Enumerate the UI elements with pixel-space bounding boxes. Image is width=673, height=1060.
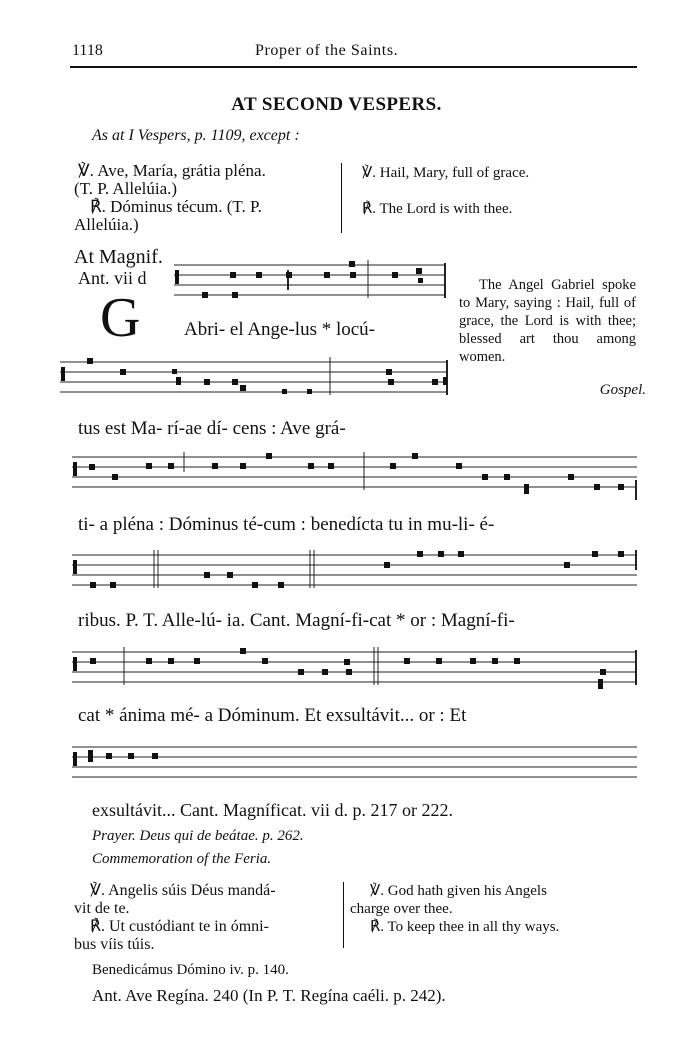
chant-staff-5 <box>72 645 637 697</box>
initial-letter: G <box>100 287 141 349</box>
chant-staff-1 <box>174 258 446 308</box>
header-rule <box>70 66 637 68</box>
versicle2-english-1: ℣. God hath given his Angels <box>370 883 547 899</box>
versicle1-latin-3: ℟. Dóminus técum. (T. P. <box>90 197 262 216</box>
benedicamus-rubric: Benedicámus Dómino iv. p. 140. <box>92 962 289 978</box>
prayer-rubric: Prayer. Deus qui de beátae. p. 262. <box>92 828 304 844</box>
versicle2-english-2: charge over thee. <box>350 901 453 917</box>
versicle2-latin-2: vit de te. <box>74 900 130 917</box>
versicle2-latin-3: ℟. Ut custódiant te in ómni- <box>90 918 269 935</box>
antiphon-label-mode: Ant. vii d <box>78 268 147 288</box>
versicle2-latin-1: ℣. Angelis súis Déus mandá- <box>90 882 276 899</box>
chant-staff-4 <box>72 548 637 598</box>
intro-rubric: As at I Vespers, p. 1109, except : <box>92 127 300 144</box>
lyric-line-4: ribus. P. T. Alle-lú- ia. Cant. Magní-fi-cat * or : Magní-fi- <box>78 610 515 631</box>
page-number: 1118 <box>72 42 103 59</box>
chant-staff-2 <box>60 355 448 405</box>
versicle2-divider <box>343 882 344 948</box>
section-title: AT SECOND VESPERS. <box>231 94 442 115</box>
chant-staff-3 <box>72 450 637 502</box>
versicle2-english-3: ℟. To keep thee in all thy ways. <box>370 919 560 935</box>
lyric-line-5: cat * ánima mé- a Dóminum. Et exsultávit... or : Et <box>78 705 467 726</box>
versicle1-latin-1: ℣. Ave, María, grátia pléna. <box>78 161 266 180</box>
lyric-line-3: ti- a pléna : Dóminus té-cum : benedícta tu in mu-li- é- <box>78 514 495 535</box>
versicle2-latin-4: bus víis túis. <box>74 936 155 953</box>
versicle1-latin-2: (T. P. Allelúia.) <box>74 179 178 198</box>
running-title: Proper of the Saints. <box>255 42 399 59</box>
antiphon-label-magnif: At Magnif. <box>74 246 163 268</box>
lyric-line-6: exsultávit... Cant. Magníficat. vii d. p. 217 or 222. <box>92 800 453 820</box>
versicle1-english-1: ℣. Hail, Mary, full of grace. <box>362 165 530 181</box>
versicle1-latin-4: Allelúia.) <box>74 215 139 234</box>
versicle1-english-2: ℟. The Lord is with thee. <box>362 201 513 217</box>
lyric-line-2: tus est Ma- rí-ae dí- cens : Ave grá- <box>78 418 346 439</box>
commemoration-rubric: Commemoration of the Feria. <box>92 851 272 867</box>
chant-staff-6 <box>72 740 637 784</box>
translation-source: Gospel. <box>599 382 646 398</box>
antiphon-translation: The Angel Gabriel spoke to Mary, saying : Hail, full of grace, the Lord is with thee; blessed art thou among women. <box>459 277 636 365</box>
final-antiphon: Ant. Ave Regína. 240 (In P. T. Regína caéli. p. 242). <box>92 986 446 1005</box>
lyric-line-1: Abri- el Ange-lus * locú- <box>184 319 376 340</box>
versicle1-divider <box>341 163 342 233</box>
